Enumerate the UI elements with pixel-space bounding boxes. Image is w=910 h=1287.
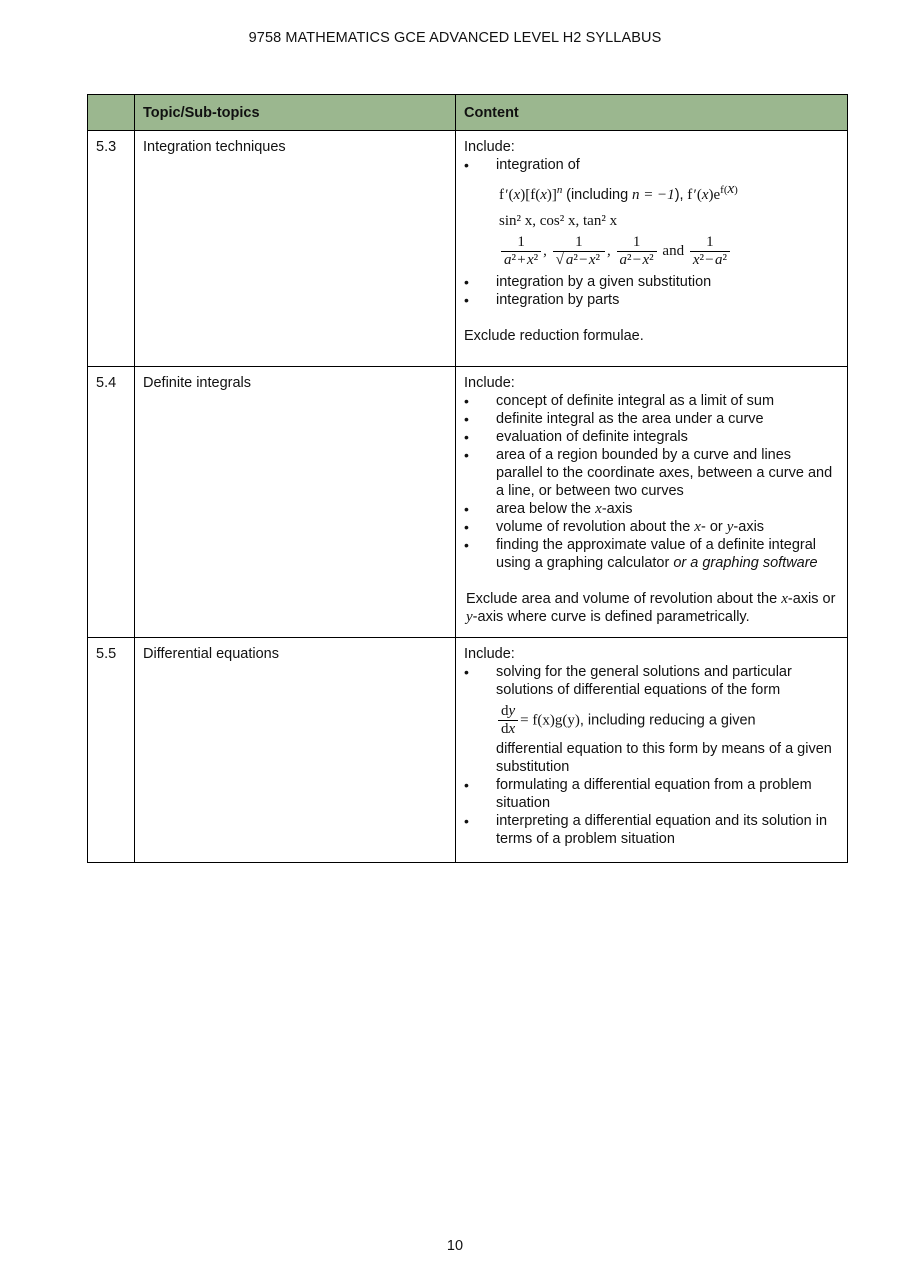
table-row xyxy=(88,638,848,863)
list-item: • area of a region bounded by a curve and lines parallel to the coordinate axes, between a curve and a line, or between two curves xyxy=(464,446,839,500)
row-content xyxy=(456,638,848,863)
list-item: • formulating a differential equation from a problem situation xyxy=(464,776,839,812)
list-item: • definite integral as the area under a curve xyxy=(464,410,839,428)
include-label: Include: xyxy=(464,139,515,155)
row-content xyxy=(456,131,848,367)
table-header-row xyxy=(88,95,848,131)
list-item: • integration of xyxy=(464,156,839,174)
list-item: • evaluation of definite integrals xyxy=(464,428,839,446)
row-number: 5.5 xyxy=(88,638,135,863)
list-item: • solving for the general solutions and particular solutions of differential equations of the form $\frac{dy}{dx}$ = f(x)g(y), including reducing a given differential equation to this form by means of a given substitution xyxy=(464,663,839,776)
row-topic: Integration techniques xyxy=(135,131,456,367)
row-topic: Differential equations xyxy=(135,638,456,863)
exclude-note: Exclude reduction formulae. xyxy=(464,328,644,344)
list-item: • interpreting a differential equation and its solution in terms of a problem situation xyxy=(464,812,839,848)
page-header: 9758 MATHEMATICS GCE ADVANCED LEVEL H2 SYLLABUS xyxy=(248,30,662,46)
formula-dydx: $\frac{dy}{dx}$ = f(x)g(y), including reducing a given xyxy=(496,703,839,738)
list-item: • integration by parts xyxy=(464,291,839,309)
include-label: Include: xyxy=(464,375,515,391)
formula-trig-squares: sin² x, cos² x, tan² x xyxy=(499,213,618,229)
content-list xyxy=(464,392,839,572)
syllabus-table xyxy=(87,94,848,863)
page-number: 10 xyxy=(446,1238,464,1254)
row-number: 5.3 xyxy=(88,131,135,367)
header-topic: Topic/Sub-topics xyxy=(135,95,456,131)
list-item: • concept of definite integral as a limit of sum xyxy=(464,392,839,410)
exclude-note: Exclude area and volume of revolution about the x-axis or y-axis where curve is defined parametrically. xyxy=(466,591,836,625)
content-list xyxy=(464,663,839,848)
list-item: • volume of revolution about the x- or y-axis xyxy=(464,518,839,536)
list-item: • area below the x-axis xyxy=(464,500,839,518)
header-number-cell xyxy=(88,95,135,131)
content-list xyxy=(464,273,839,309)
row-number: 5.4 xyxy=(88,367,135,638)
include-label: Include: xyxy=(464,646,515,662)
row-content xyxy=(456,367,848,638)
formula-derivative-power: f $'(x)[f(x)]^n$ (including n = −1), f $'(x)e^{f(x)}$ xyxy=(499,181,738,203)
list-item: • integration by a given substitution xyxy=(464,273,839,291)
formula-fractions: $\frac{1}{\text{a² + x²}}$ , $\frac{1}{\text{√ a² − x²}}$ , $\frac{1}{\text{a² − x²}}$ and $\frac{1}{\text{x² − a²}}$ xyxy=(464,234,839,269)
table-row xyxy=(88,131,848,367)
list-item: • finding the approximate value of a definite integral using a graphing calculator or a graphing software xyxy=(464,536,839,572)
header-content: Content xyxy=(456,95,848,131)
row-topic: Definite integrals xyxy=(135,367,456,638)
content-list xyxy=(464,156,839,174)
table-row xyxy=(88,367,848,638)
